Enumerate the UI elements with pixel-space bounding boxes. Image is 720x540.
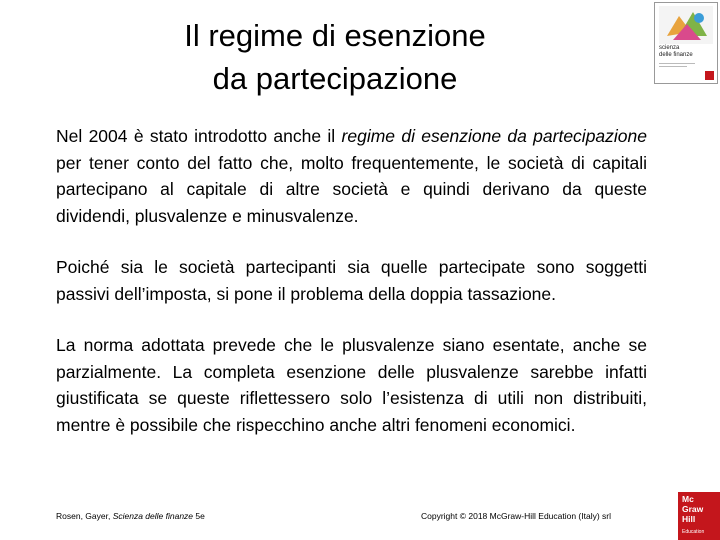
- cover-title: scienza delle finanze: [659, 45, 693, 58]
- cover-rule: [659, 63, 695, 64]
- italic-term: regime di esenzione da partecipazione: [341, 126, 647, 146]
- slide-title: [130, 14, 540, 100]
- footer-citation: Rosen, Gayer, Scienza delle finanze 5e: [56, 511, 205, 521]
- mcgraw-hill-logo: Mc Graw Hill Education: [678, 492, 720, 540]
- title-line-2: da partecipazione: [212, 61, 458, 96]
- footer-copyright: Copyright © 2018 McGraw-Hill Education (Italy) srl: [421, 511, 612, 521]
- cover-publisher-logo-icon: [705, 71, 714, 80]
- cover-graphic-icon: [659, 6, 713, 44]
- cover-rule: [659, 66, 687, 67]
- book-cover-thumbnail: [654, 2, 718, 84]
- paragraph-1: Nel 2004 è stato introdotto anche il regime di esenzione da partecipazione per tener conto del fatto che, molto frequentemente, le società di capitali partecipano al capitale di altre società e quindi derivano da queste dividendi, plusvalenze e minusvalenze.: [56, 126, 647, 226]
- title-line-1: Il regime di esenzione: [184, 18, 486, 53]
- slide-body: [56, 123, 647, 463]
- paragraph-2: Poiché sia le società partecipanti sia quelle partecipate sono soggetti passivi dell’imposta, si pone il problema della doppia tassazione.: [56, 257, 647, 304]
- paragraph-3: La norma adottata prevede che le plusvalenze siano esentate, anche se parzialmente. La completa esenzione delle plusvalenze sarebbe infatti giustificata se queste riflettessero solo l’esistenza di utili non distribuiti, mentre è possibile che rispecchino anche altri fenomeni economici.: [56, 335, 647, 435]
